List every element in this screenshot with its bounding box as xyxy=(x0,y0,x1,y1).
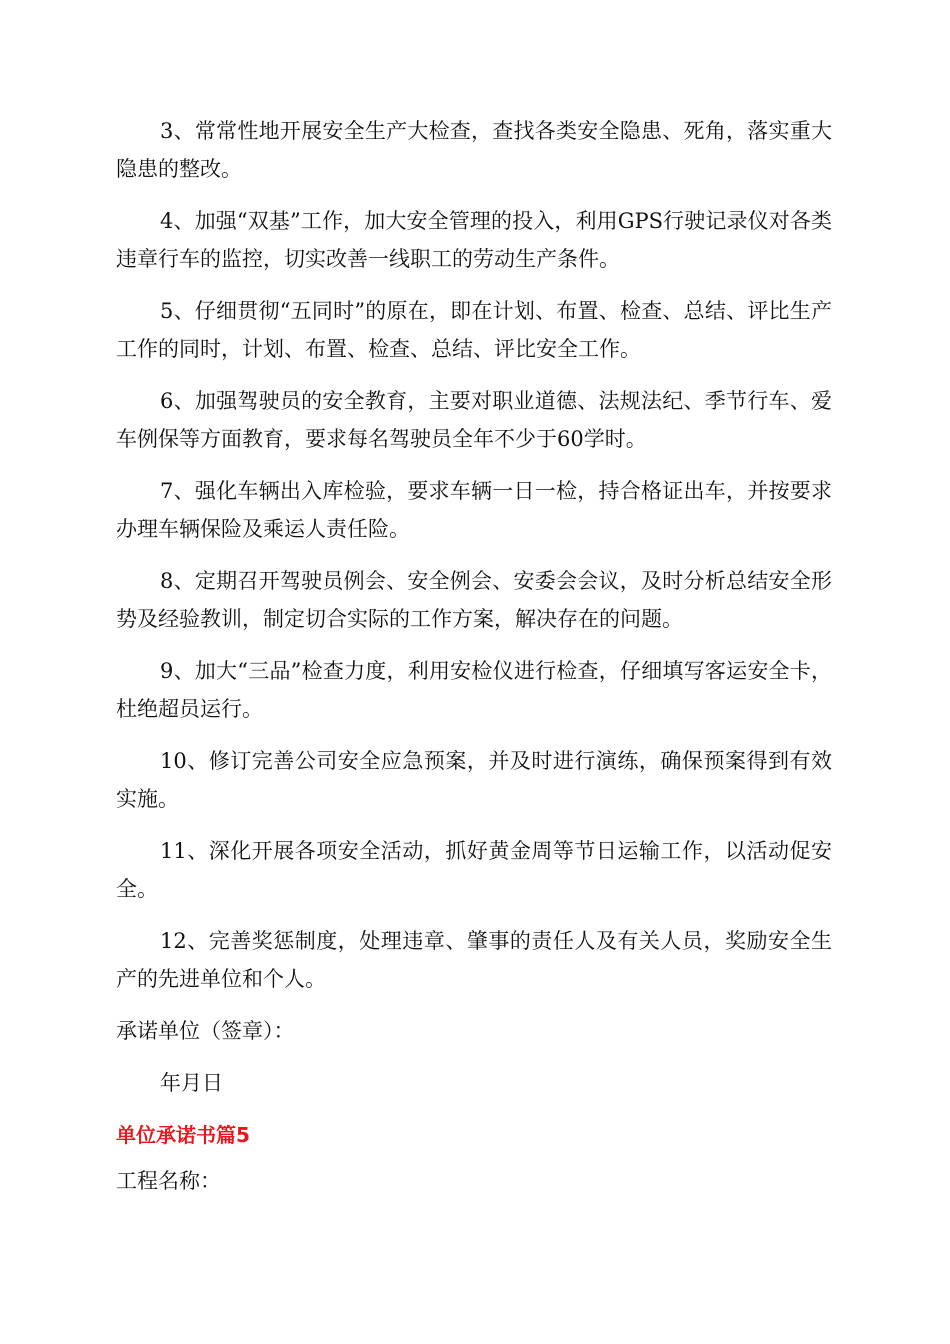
paragraph-item-5: 5、仔细贯彻“五同时”的原在，即在计划、布置、检查、总结、评比生产工作的同时，计划、布置、检查、总结、评比安全工作。 xyxy=(116,299,832,361)
paragraph-item-7: 7、强化车辆出入库检验，要求车辆一日一检，持合格证出车，并按要求办理车辆保险及乘运人责任险。 xyxy=(116,479,832,541)
paragraph-item-3: 3、常常性地开展安全生产大检查，查找各类安全隐患、死角，落实重大隐患的整改。 xyxy=(116,119,832,181)
paragraph-item-8: 8、定期召开驾驶员例会、安全例会、安委会会议，及时分析总结安全形势及经验教训，制定切合实际的工作方案，解决存在的问题。 xyxy=(116,569,832,631)
paragraph-item-10: 10、修订完善公司安全应急预案，并及时进行演练，确保预案得到有效实施。 xyxy=(116,749,832,811)
paragraph-item-9: 9、加大“三品”检查力度，利用安检仪进行检查，仔细填写客运安全卡，杜绝超员运行。 xyxy=(116,659,832,721)
paragraph-item-12: 12、完善奖惩制度，处理违章、肇事的责任人及有关人员，奖励安全生产的先进单位和个人。 xyxy=(116,929,832,991)
project-name-label: 工程名称： xyxy=(116,1169,221,1193)
paragraph-item-4: 4、加强“双基”工作，加大安全管理的投入，利用GPS行驶记录仪对各类违章行车的监控，切实改善一线职工的劳动生产条件。 xyxy=(116,209,832,271)
signature-line: 承诺单位（签章）： xyxy=(116,1019,295,1043)
paragraph-item-11: 11、深化开展各项安全活动，抓好黄金周等节日运输工作，以活动促安全。 xyxy=(116,839,832,901)
section-heading: 单位承诺书篇5 xyxy=(116,1123,250,1147)
paragraph-item-6: 6、加强驾驶员的安全教育，主要对职业道德、法规法纪、季节行车、爱车例保等方面教育，要求每名驾驶员全年不少于60学时。 xyxy=(116,389,832,451)
date-line: 年月日 xyxy=(160,1071,223,1095)
document-body xyxy=(116,112,832,1214)
